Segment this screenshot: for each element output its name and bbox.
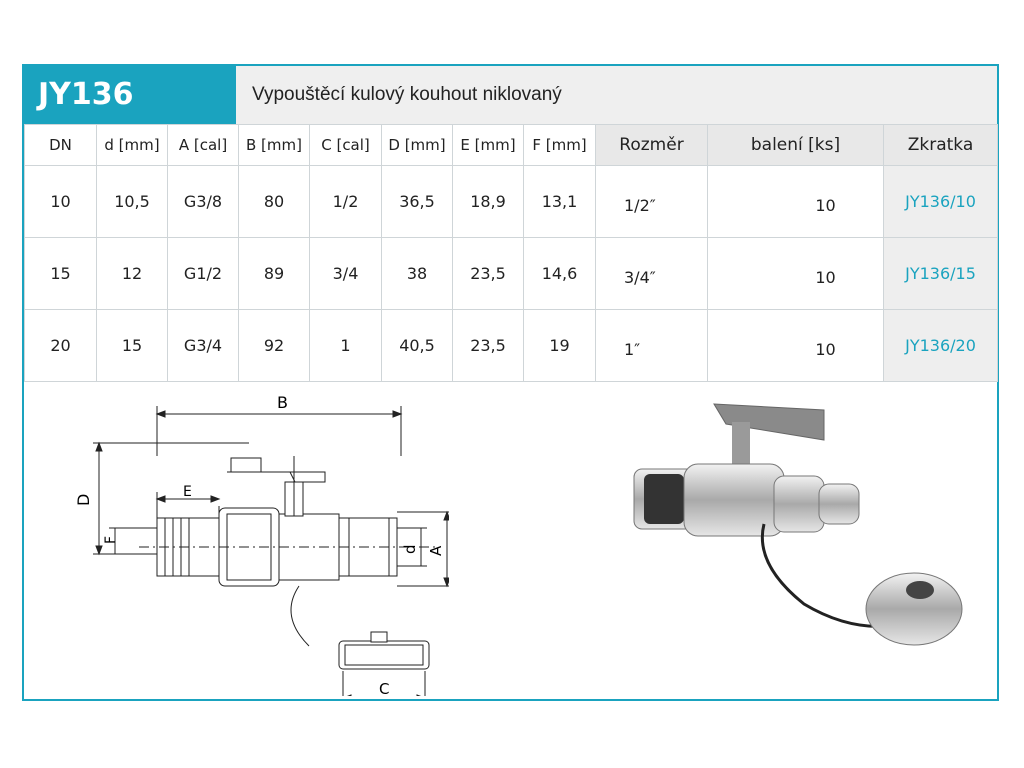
product-code: JY136: [24, 66, 236, 124]
dimensions-table: [24, 124, 998, 382]
cell-a: G3/4: [168, 310, 239, 382]
cell-dd: 36,5: [382, 166, 453, 238]
label-b: B: [277, 396, 288, 412]
cell-d: 15: [97, 310, 168, 382]
cell-dd: 40,5: [382, 310, 453, 382]
cell-pack: 10: [708, 166, 884, 238]
sheet-header: [24, 66, 997, 126]
col-header-d: d [mm]: [97, 125, 168, 166]
cell-b: 80: [239, 166, 310, 238]
cell-d: 12: [97, 238, 168, 310]
product-description: Vypouštěcí kulový kouhout niklovaný: [236, 66, 997, 124]
cell-abbr: JY136/20: [884, 310, 998, 382]
cell-b: 89: [239, 238, 310, 310]
col-header-e: E [mm]: [453, 125, 524, 166]
cell-f: 14,6: [524, 238, 596, 310]
col-header-abbr: Zkratka: [884, 125, 998, 166]
cell-dn: 20: [25, 310, 97, 382]
label-c: C: [379, 680, 390, 696]
table-header-row: [25, 125, 998, 166]
table-row: [25, 166, 998, 238]
cell-a: G1/2: [168, 238, 239, 310]
cell-dn: 15: [25, 238, 97, 310]
cell-d: 10,5: [97, 166, 168, 238]
technical-drawing: [49, 396, 449, 696]
cell-c: 1: [310, 310, 382, 382]
cell-e: 23,5: [453, 310, 524, 382]
label-e: E: [183, 484, 192, 500]
cell-pack: 10: [708, 310, 884, 382]
cell-dn: 10: [25, 166, 97, 238]
cell-e: 23,5: [453, 238, 524, 310]
col-header-f: F [mm]: [524, 125, 596, 166]
label-d: D: [74, 493, 93, 506]
cell-c: 1/2: [310, 166, 382, 238]
col-header-size: Rozměr: [596, 125, 708, 166]
table-row: [25, 238, 998, 310]
cell-dd: 38: [382, 238, 453, 310]
col-header-b: B [mm]: [239, 125, 310, 166]
product-sheet: [22, 64, 999, 701]
cell-size: 1″: [596, 310, 708, 382]
cell-abbr: JY136/15: [884, 238, 998, 310]
cell-b: 92: [239, 310, 310, 382]
product-photo: [614, 384, 994, 684]
cell-pack: 10: [708, 238, 884, 310]
label-f: F: [103, 535, 119, 544]
cell-size: 1/2″: [596, 166, 708, 238]
col-header-pack: balení [ks]: [708, 125, 884, 166]
cell-a: G3/8: [168, 166, 239, 238]
cell-c: 3/4: [310, 238, 382, 310]
col-header-c: C [cal]: [310, 125, 382, 166]
cell-size: 3/4″: [596, 238, 708, 310]
col-header-dn: DN: [25, 125, 97, 166]
cell-f: 19: [524, 310, 596, 382]
label-a: A: [427, 545, 445, 556]
col-header-a: A [cal]: [168, 125, 239, 166]
col-header-dd: D [mm]: [382, 125, 453, 166]
label-d-small: d: [401, 544, 419, 554]
table-row: [25, 310, 998, 382]
cell-abbr: JY136/10: [884, 166, 998, 238]
cell-e: 18,9: [453, 166, 524, 238]
cell-f: 13,1: [524, 166, 596, 238]
